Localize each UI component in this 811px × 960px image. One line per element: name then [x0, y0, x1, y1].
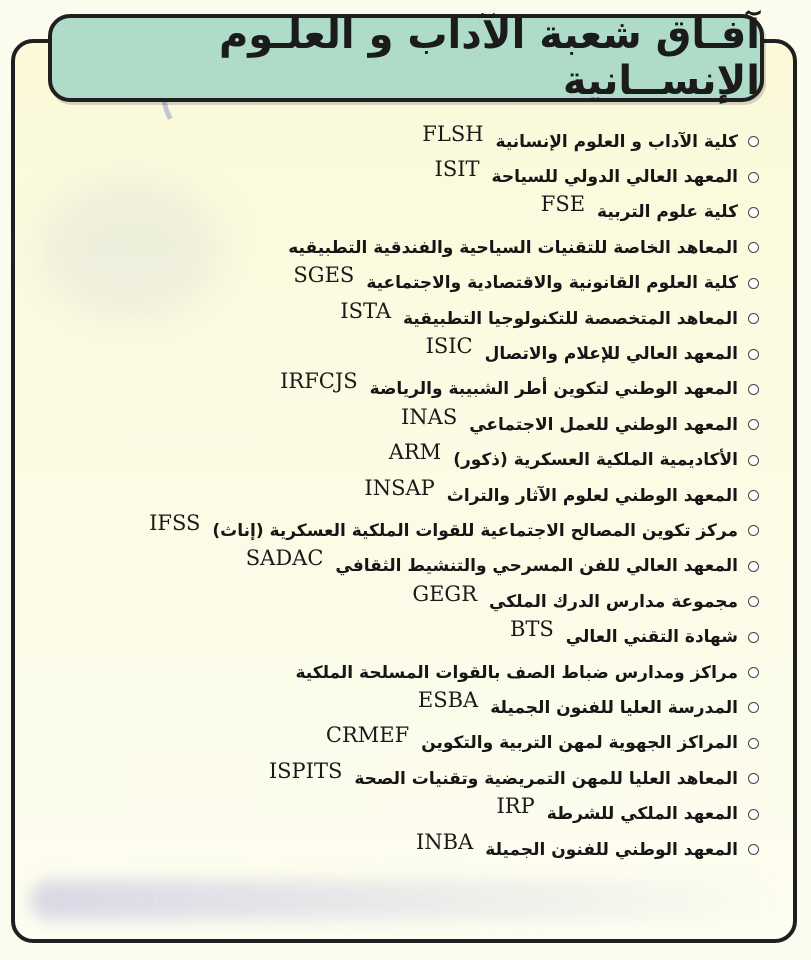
- circle-bullet-icon: [748, 773, 759, 784]
- institution-name: المعهد العالي الدولي للسياحة: [491, 167, 738, 188]
- circle-bullet-icon: [748, 844, 759, 855]
- circle-bullet-icon: [748, 490, 759, 501]
- circle-bullet-icon: [748, 207, 759, 218]
- list-item: [59, 510, 759, 548]
- institution-name: المعاهد العليا للمهن التمريضية وتقنيات الصحة: [354, 768, 738, 789]
- circle-bullet-icon: [748, 525, 759, 536]
- institution-code: ISIC: [425, 334, 473, 359]
- circle-bullet-icon: [748, 172, 759, 183]
- institution-code: CRMEF: [325, 723, 410, 748]
- institution-code: BTS: [509, 617, 554, 642]
- institution-name: شهادة التقني العالي: [565, 627, 738, 648]
- institution-name: مجموعة مدارس الدرك الملكي: [489, 591, 738, 612]
- circle-bullet-icon: [748, 419, 759, 430]
- circle-bullet-icon: [748, 738, 759, 749]
- institution-code: IRP: [496, 794, 535, 819]
- circle-bullet-icon: [748, 349, 759, 360]
- list-item: [59, 121, 759, 159]
- list-item: [59, 192, 759, 230]
- list-item: [59, 263, 759, 301]
- circle-bullet-icon: [748, 596, 759, 607]
- list-item: [59, 829, 759, 867]
- institution-code: FLSH: [422, 121, 484, 146]
- list-item: [59, 758, 759, 796]
- institution-code: ISIT: [434, 157, 480, 182]
- list-item: [59, 723, 759, 761]
- institution-code: INAS: [400, 404, 458, 429]
- institution-name: المعهد الوطني للفنون الجميلة: [485, 839, 738, 860]
- circle-bullet-icon: [748, 313, 759, 324]
- list-item: [59, 298, 759, 336]
- institution-name: مراكز ومدارس ضباط الصف بالقوات المسلحة الملكية: [295, 662, 738, 683]
- list-item: [59, 581, 759, 619]
- list-item: [59, 796, 759, 831]
- institution-code: GEGR: [412, 581, 478, 606]
- circle-bullet-icon: [748, 384, 759, 395]
- list-item: [59, 230, 759, 265]
- institution-name: المعهد العالي للفن المسرحي والتنشيط الثقافي: [335, 556, 738, 577]
- list-item: [59, 404, 759, 442]
- list-item: [59, 475, 759, 513]
- circle-bullet-icon: [748, 561, 759, 572]
- institution-code: SGES: [293, 263, 355, 288]
- institution-name: الأكاديمية الملكية العسكرية (ذكور): [453, 450, 738, 471]
- institution-name: المدرسة العليا للفنون الجميلة: [490, 697, 738, 718]
- institution-code: ISPITS: [268, 758, 343, 783]
- list-item: [59, 369, 759, 407]
- circle-bullet-icon: [748, 809, 759, 820]
- institution-code: IRFCJS: [280, 369, 358, 394]
- institution-code: IFSS: [149, 510, 201, 535]
- circle-bullet-icon: [748, 632, 759, 643]
- institution-name: المعهد الوطني لعلوم الآثار والتراث: [446, 485, 738, 506]
- list-item: [59, 336, 759, 371]
- institution-code: ESBA: [417, 687, 479, 712]
- page-title: آفـاق شعبة الآداب و العلـوم الإنســانية: [218, 12, 760, 104]
- list-item: [59, 546, 759, 584]
- institution-name: المعهد الوطني لتكوين أطر الشبيبة والرياضة: [369, 379, 738, 400]
- list-item: [59, 619, 759, 654]
- institution-name: المعهد العالي للإعلام والاتصال: [484, 344, 738, 365]
- institution-name: المعهد الملكي للشرطة: [546, 804, 738, 825]
- circle-bullet-icon: [748, 667, 759, 678]
- circle-bullet-icon: [748, 702, 759, 713]
- institution-code: ISTA: [340, 298, 391, 323]
- circle-bullet-icon: [748, 278, 759, 289]
- list-item: [59, 655, 759, 690]
- circle-bullet-icon: [748, 136, 759, 147]
- institution-name: كلية الآداب و العلوم الإنسانية: [495, 131, 738, 152]
- institution-name: مركز تكوين المصالح الاجتماعية للقوات الملكية العسكرية (إناث): [212, 520, 738, 541]
- list-item: [59, 440, 759, 478]
- institution-name: المعاهد المتخصصة للتكنولوجيا التطبيقية: [403, 308, 738, 329]
- circle-bullet-icon: [748, 242, 759, 253]
- institution-code: FSE: [540, 192, 586, 217]
- institution-name: المعاهد الخاصة للتقنيات السياحية والفندقية التطبيقيه: [288, 237, 738, 258]
- institution-code: INSAP: [364, 475, 435, 500]
- institution-name: المعهد الوطني للعمل الاجتماعي: [469, 414, 738, 435]
- institution-code: SADAC: [245, 546, 324, 571]
- circle-bullet-icon: [748, 455, 759, 466]
- institution-name: المراكز الجهوية لمهن التربية والتكوين: [421, 733, 738, 754]
- institution-name: كلية علوم التربية: [597, 202, 738, 223]
- decor-smudge: [30, 880, 790, 920]
- institution-name: كلية العلوم القانونية والاقتصادية والاجتماعية: [366, 273, 738, 294]
- list-item: [59, 687, 759, 725]
- list-item: [59, 159, 759, 194]
- institution-code: ARM: [388, 440, 442, 465]
- institutions-list: [59, 121, 759, 867]
- title-banner: [48, 14, 764, 102]
- institution-code: INBA: [415, 829, 474, 854]
